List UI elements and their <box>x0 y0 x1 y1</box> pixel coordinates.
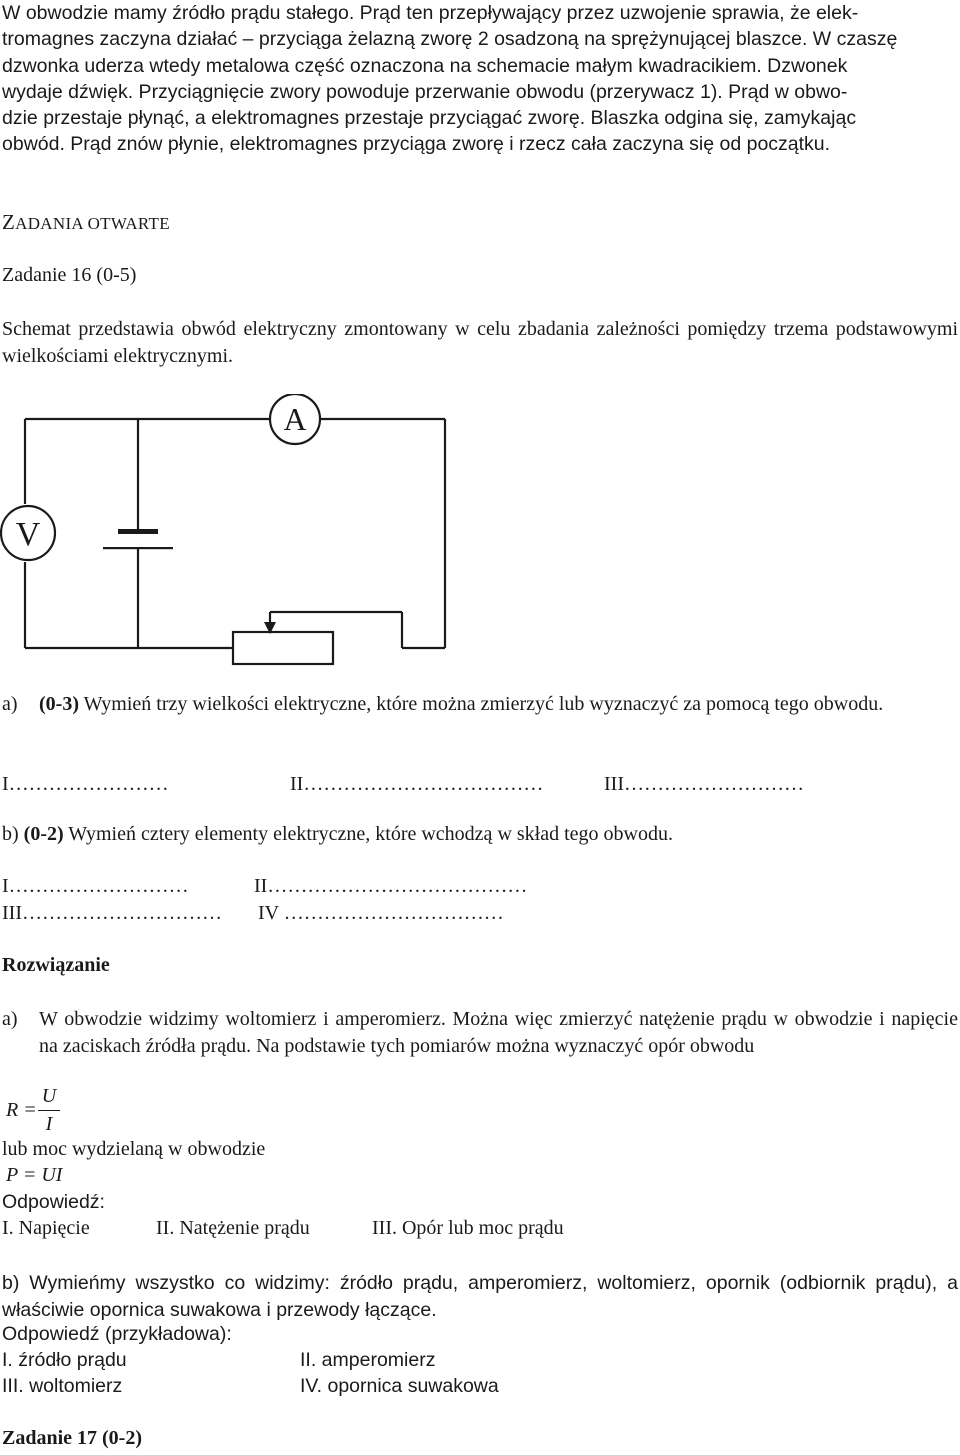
answer-b-1: I. źródło prądu <box>2 1349 127 1371</box>
formula-r-numerator: U <box>41 1085 57 1107</box>
part-b-blank-2[interactable]: II………………………………… <box>254 875 528 897</box>
battery-negative-plate <box>118 529 158 534</box>
intro-line: W obwodzie mamy źródło prądu stałego. Prąd ten przepływający przez uzwojenie sprawia, że elek- <box>2 2 859 24</box>
solution-heading: Rozwiązanie <box>2 954 110 976</box>
voltmeter-label: V <box>15 516 41 553</box>
answer-b-4: IV. opornica suwakowa <box>300 1375 499 1397</box>
part-a-points: (0-3) <box>39 693 79 715</box>
task16-title: Zadanie 16 (0-5) <box>2 264 137 286</box>
part-b-question <box>2 823 673 846</box>
part-b-blank-1[interactable]: I……………………… <box>2 875 189 897</box>
formula-r-denominator: I <box>45 1113 53 1135</box>
battery-positive-plate <box>103 547 173 549</box>
part-b-blank-3[interactable]: III………………………… <box>2 902 222 924</box>
solution-b-text: b) Wymieńmy wszystko co widzimy: źródło prądu, amperomierz, woltomierz, opornik (odbiornik prądu), a właściwie opornica suwakowa i przewody łączące. <box>2 1272 958 1321</box>
answer-a-3: III. Opór lub moc prądu <box>372 1217 564 1239</box>
answer-example-label: Odpowiedź (przykładowa): <box>2 1323 232 1345</box>
intro-line: wydaje dźwięk. Przyciągnięcie zwory powoduje przerwanie obwodu (przerywacz 1). Prąd w obwo- <box>2 80 848 103</box>
part-b-letter: b) <box>2 823 19 845</box>
intro-line: dzwonka uderza wtedy metalowa część oznaczona na schemacie małym kwadracikiem. Dzwonek <box>2 54 848 77</box>
answer-b-2: II. amperomierz <box>300 1349 436 1371</box>
task16-description: Schemat przedstawia obwód elektryczny zmontowany w celu zbadania zależności pomiędzy trzema podstawowymi wielkościami elektrycznymi. <box>2 318 958 367</box>
answer-label: Odpowiedź: <box>2 1191 105 1213</box>
part-a-letter: a) <box>2 693 18 715</box>
formula-r-lhs: R = <box>6 1099 37 1121</box>
section-heading-initial: Z <box>2 210 16 234</box>
intro-paragraph <box>2 0 958 158</box>
solution-a <box>2 1006 958 1059</box>
part-a-blank-2[interactable]: II……………………………… <box>290 773 544 795</box>
answer-a-1: I. Napięcie <box>2 1217 90 1239</box>
part-a-question <box>2 691 958 718</box>
solution-a-text: W obwodzie widzimy woltomierz i amperomierz. Można więc zmierzyć natężenie prądu w obwodzie i napięcie na zaciskach źródła prądu. Na podstawie tych pomiarów można wyznaczyć opór obwodu <box>39 1008 958 1057</box>
intro-line: dzie przestaje płynąć, a elektromagnes przestaje przyciągać zworę. Blaszka odgina się, zamykając <box>2 107 857 130</box>
ammeter-label: A <box>283 401 307 437</box>
section-heading <box>2 210 170 235</box>
part-b-points: (0-2) <box>23 823 64 845</box>
answer-b-3: III. woltomierz <box>2 1375 123 1397</box>
fraction-bar <box>38 1110 60 1111</box>
formula-p: P = UI <box>6 1164 63 1186</box>
power-intro: lub moc wydzielaną w obwodzie <box>2 1138 266 1160</box>
formula-r-fraction <box>38 1085 60 1136</box>
part-a-text: Wymień trzy wielkości elektryczne, które można zmierzyć lub wyznaczyć za pomocą tego obwodu. <box>83 693 884 715</box>
circuit-diagram <box>0 394 960 684</box>
section-heading-rest: ADANIA OTWARTE <box>15 214 170 233</box>
solution-a-letter: a) <box>2 1008 18 1030</box>
answer-a-2: II. Natężenie prądu <box>156 1217 310 1239</box>
intro-line: tromagnes zaczyna działać – przyciąga żelazną zworę 2 osadzoną na sprężynującej blaszce. W czaszę <box>2 28 898 51</box>
rheostat-body <box>233 632 333 664</box>
part-a-blank-3[interactable]: III……………………… <box>604 773 804 795</box>
intro-line: obwód. Prąd znów płynie, elektromagnes przyciąga zworę i rzecz cała zaczyna się od początku. <box>2 133 831 156</box>
task17-title: Zadanie 17 (0-2) <box>2 1427 142 1449</box>
part-a-blank-1[interactable]: I…………………… <box>2 773 169 795</box>
part-b-text: Wymień cztery elementy elektryczne, które wchodzą w skład tego obwodu. <box>68 823 673 845</box>
part-b-blank-4[interactable]: IV …………………………… <box>258 902 504 924</box>
